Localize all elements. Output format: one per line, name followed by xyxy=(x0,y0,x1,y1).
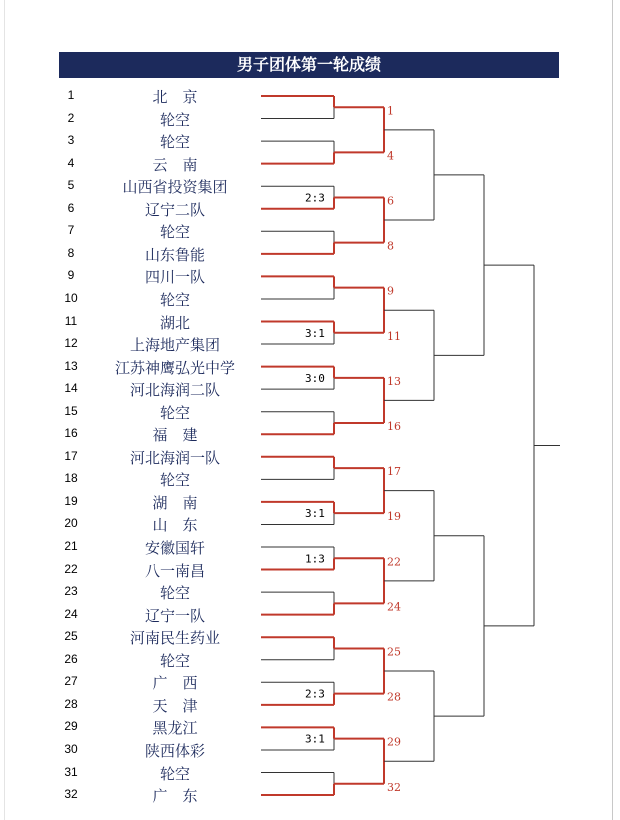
team-name: 广 东 xyxy=(152,787,198,806)
winner-label: 28 xyxy=(387,690,401,704)
winner-label: 9 xyxy=(387,284,394,298)
seed-number: 13 xyxy=(64,358,78,373)
team-name: 轮空 xyxy=(159,403,190,422)
team-name: 黑龙江 xyxy=(152,719,198,738)
winner-label: 4 xyxy=(387,149,394,163)
seed-number: 19 xyxy=(64,493,78,508)
team-name: 河北海润二队 xyxy=(129,381,220,400)
seed-number: 29 xyxy=(64,719,78,734)
team-name: 河北海润一队 xyxy=(129,448,220,467)
winner-label: 8 xyxy=(387,239,394,253)
seed-number: 7 xyxy=(67,223,75,238)
team-name: 轮空 xyxy=(159,584,190,603)
seed-number: 21 xyxy=(64,539,78,553)
seed-number: 26 xyxy=(64,651,78,666)
team-name: 山 东 xyxy=(152,516,198,535)
seed-number: 27 xyxy=(64,674,78,689)
seed-number: 32 xyxy=(64,787,78,802)
team-name: 天 津 xyxy=(152,696,198,715)
team-name: 轮空 xyxy=(159,764,190,783)
team-name: 上海地产集团 xyxy=(129,336,220,355)
winner-label: 1 xyxy=(387,104,394,118)
team-name: 安徽国轩 xyxy=(144,539,205,557)
winner-label: 16 xyxy=(387,419,401,433)
match-score: 3:1 xyxy=(305,732,325,746)
winner-label: 32 xyxy=(387,780,401,794)
match-score: 2:3 xyxy=(305,191,325,205)
winner-label: 22 xyxy=(387,555,401,569)
seed-number: 24 xyxy=(64,606,78,621)
seed-number: 5 xyxy=(67,178,75,193)
team-name: 八一南昌 xyxy=(144,561,205,580)
seed-number: 31 xyxy=(64,764,78,779)
team-name: 陕西体彩 xyxy=(144,741,205,760)
seed-number: 23 xyxy=(64,584,78,599)
seed-number: 15 xyxy=(64,403,78,418)
seed-number: 12 xyxy=(64,336,78,351)
team-name: 山西省投资集团 xyxy=(122,178,228,197)
match-score: 3:0 xyxy=(305,371,325,385)
seed-number: 9 xyxy=(67,268,75,283)
team-name: 辽宁一队 xyxy=(144,606,205,625)
seed-number: 20 xyxy=(64,516,78,531)
seed-number: 14 xyxy=(64,381,78,396)
seed-number: 10 xyxy=(64,290,78,305)
seed-number: 6 xyxy=(67,200,75,215)
team-name: 轮空 xyxy=(159,223,190,242)
seed-number: 1 xyxy=(67,88,75,102)
team-name: 轮空 xyxy=(159,133,190,152)
winner-label: 11 xyxy=(387,329,401,343)
winner-label: 24 xyxy=(387,600,401,614)
team-name: 河南民生药业 xyxy=(129,629,220,648)
seed-number: 28 xyxy=(64,696,78,711)
winner-label: 25 xyxy=(387,645,401,659)
team-name: 江苏神鹰弘光中学 xyxy=(114,358,235,377)
match-score: 3:1 xyxy=(305,507,325,521)
seed-number: 2 xyxy=(67,110,75,125)
seed-number: 18 xyxy=(64,471,78,486)
team-name: 湖 南 xyxy=(152,493,198,512)
team-name: 轮空 xyxy=(159,290,190,309)
team-name: 轮空 xyxy=(159,110,190,129)
team-name: 山东鲁能 xyxy=(144,245,205,264)
team-name: 广 西 xyxy=(152,674,198,693)
seed-number: 22 xyxy=(64,561,78,576)
match-score: 3:1 xyxy=(305,326,325,340)
winner-label: 29 xyxy=(387,735,401,749)
seed-number: 11 xyxy=(64,313,78,328)
seed-number: 4 xyxy=(67,155,75,170)
team-name: 云 南 xyxy=(152,155,198,174)
winner-label: 13 xyxy=(387,374,401,388)
match-score: 2:3 xyxy=(305,687,325,701)
team-name: 福 建 xyxy=(152,426,198,445)
seed-number: 3 xyxy=(67,133,75,148)
seed-number: 30 xyxy=(64,741,78,756)
team-name: 四川一队 xyxy=(144,268,205,287)
team-name: 辽宁二队 xyxy=(144,200,205,219)
team-name: 轮空 xyxy=(159,471,190,490)
page-title: 男子团体第一轮成绩 xyxy=(59,52,559,78)
team-name: 湖北 xyxy=(159,313,190,332)
seed-number: 17 xyxy=(64,448,78,463)
seed-number: 16 xyxy=(64,426,78,441)
winner-label: 17 xyxy=(387,465,401,479)
team-name: 轮空 xyxy=(159,651,190,670)
match-score: 1:3 xyxy=(305,552,325,566)
winner-label: 19 xyxy=(387,510,401,524)
winner-label: 6 xyxy=(387,194,394,208)
seed-number: 25 xyxy=(64,629,78,644)
team-name: 北 京 xyxy=(152,88,198,106)
seed-number: 8 xyxy=(67,245,75,260)
